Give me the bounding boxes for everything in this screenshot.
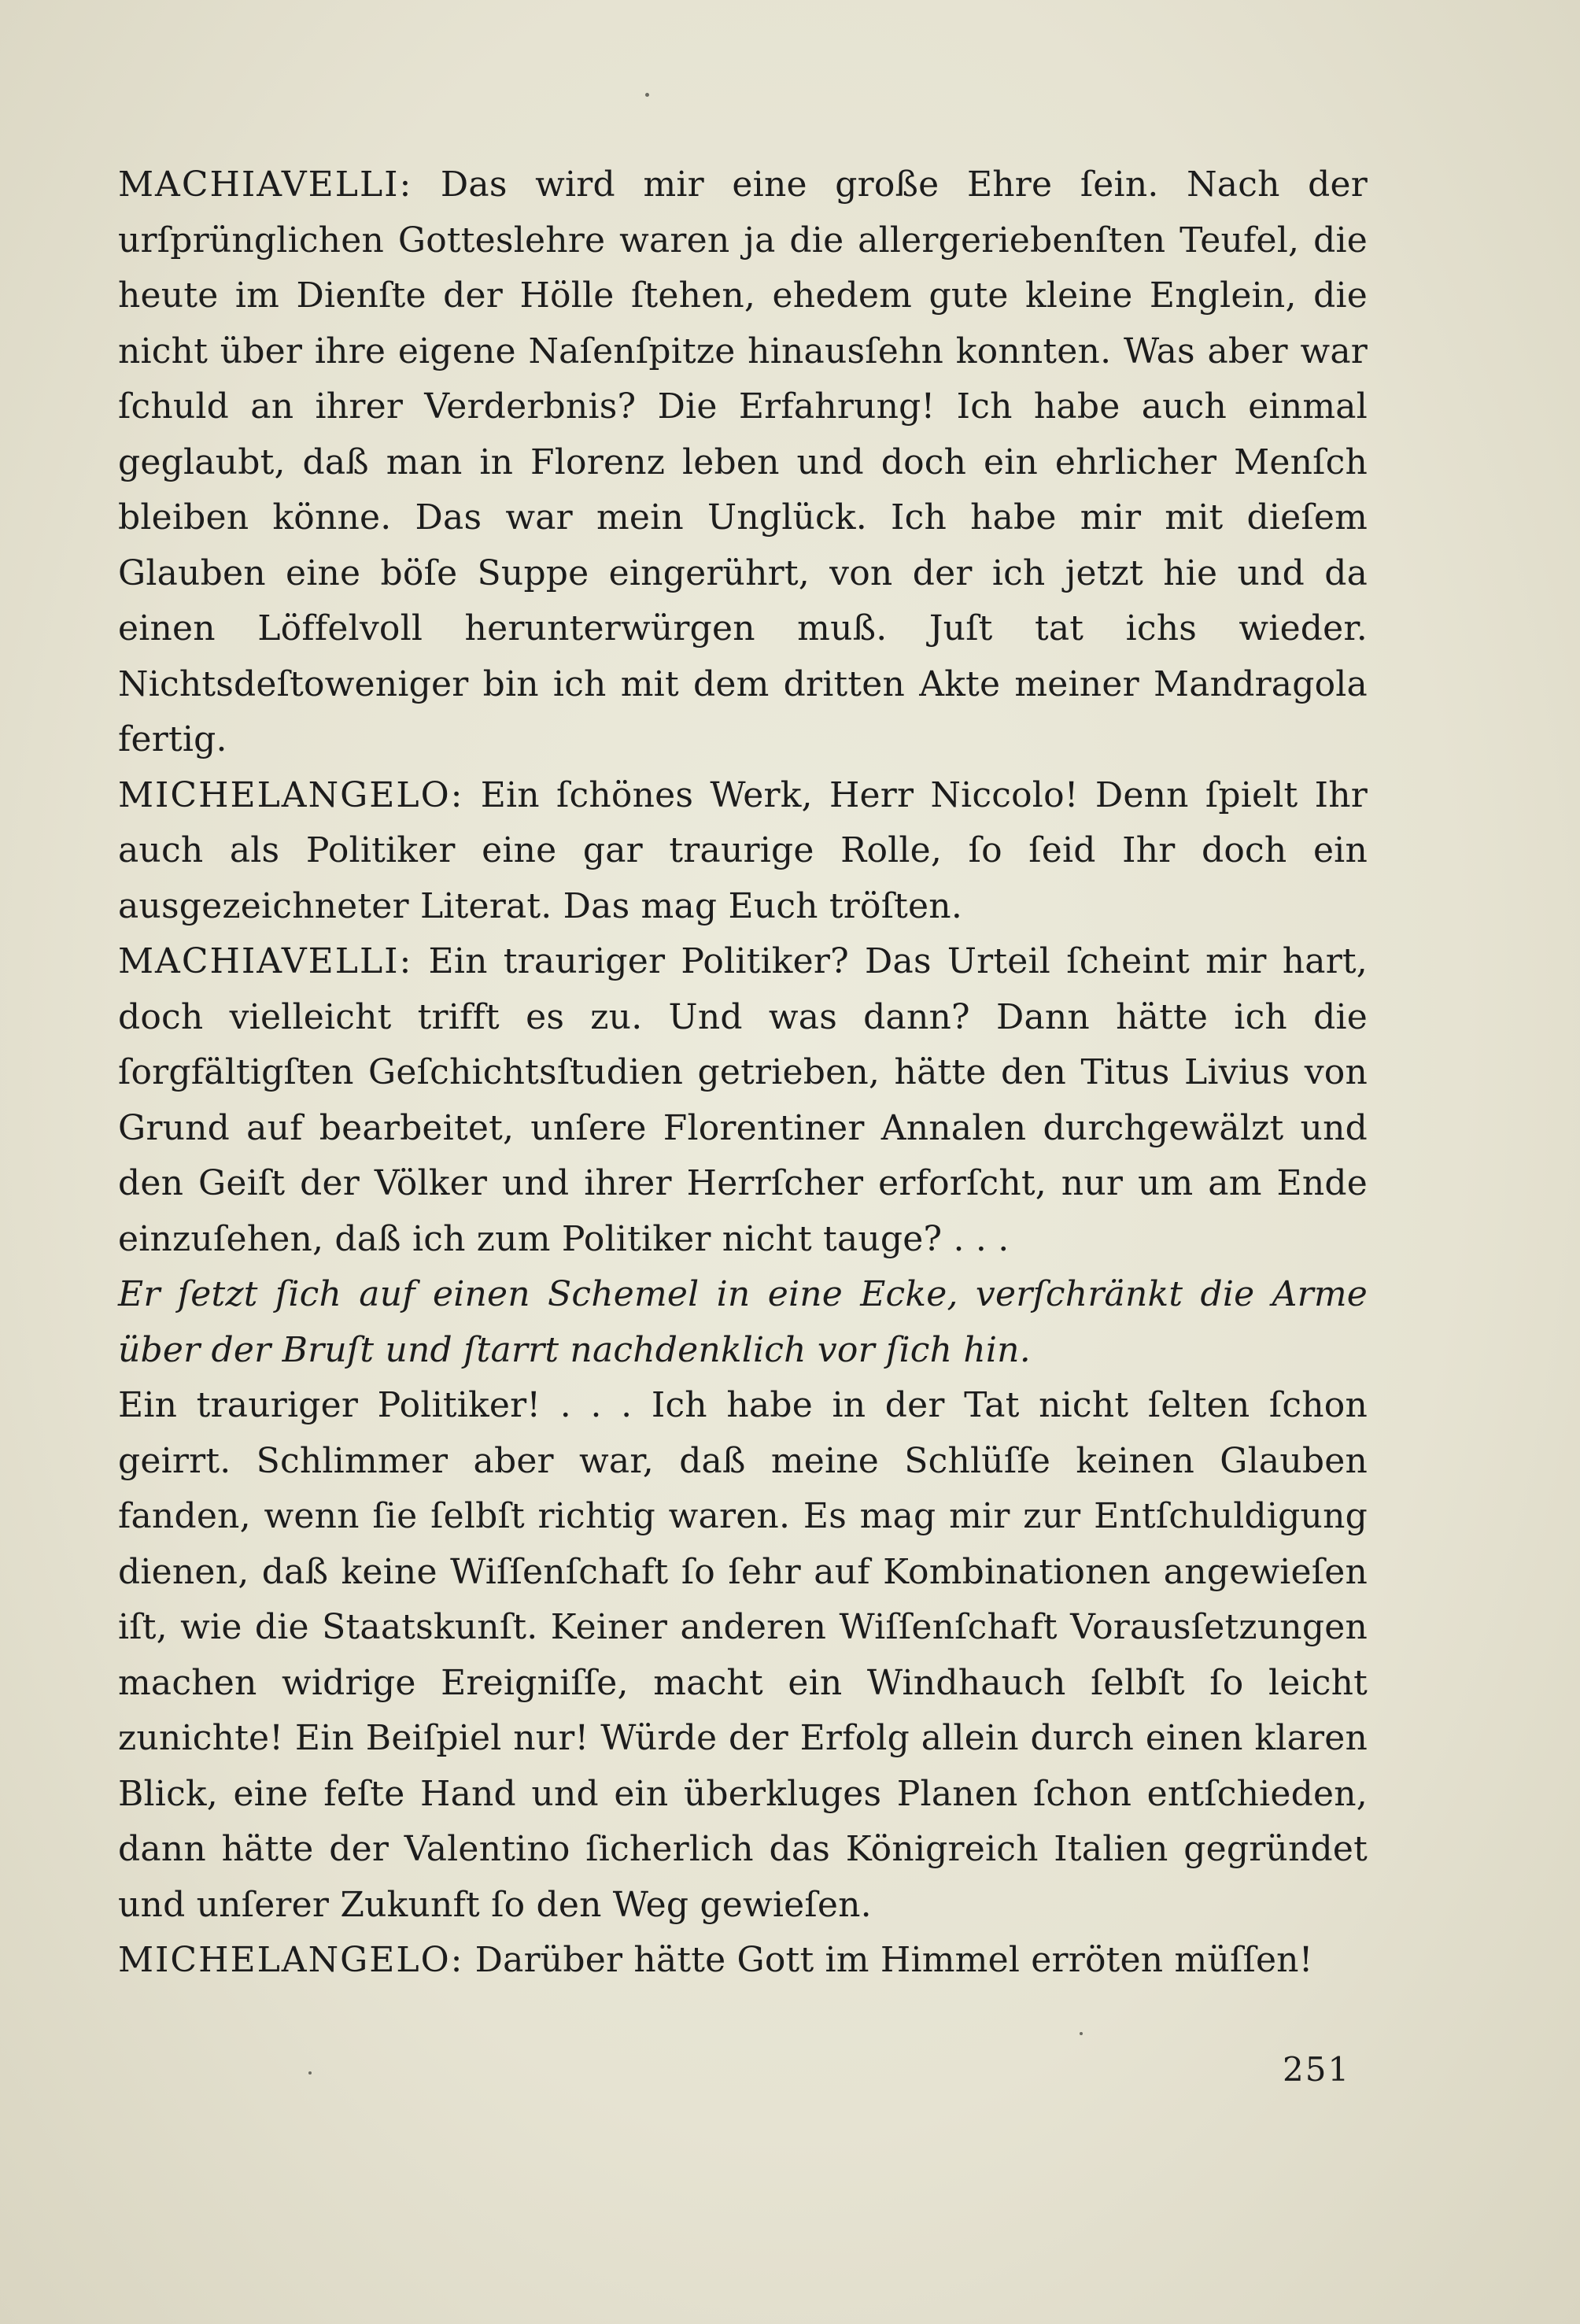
paper-speck: [645, 93, 649, 97]
dialogue-text: Ein trauriger Politiker! . . . Ich habe in der Tat nicht ſelten ſchon geirrt. Schlimmer aber war, daß meine Schlüſſe keinen Glauben fanden, wenn ſie ſelbſt richtig waren. Es mag mir zur Entſchuldigung dienen, daß keine Wiſſenſchaft ſo ſehr auf Kombinationen angewieſen iſt, wie die Staatskunſt. Keiner anderen Wiſſenſchaft Vorausſetzungen machen widrige Ereigniſſe, macht ein Windhauch ſelbſt ſo leicht zunichte! Ein Beiſpiel nur! Würde der Erfolg allein durch einen klaren Blick, eine feſte Hand und ein überkluges Planen ſchon entſchieden, dann hätte der Valentino ſicherlich das Königreich Italien gegründet und unſerer Zukunft ſo den Weg gewieſen.: [118, 1385, 1368, 1925]
paragraph-machiavelli-1: [118, 157, 1368, 768]
paragraph-michelangelo-2: [118, 1933, 1368, 1989]
paragraph-machiavelli-3: [118, 1378, 1368, 1933]
speaker-name: MICHELANGELO:: [118, 1940, 464, 1980]
paper-speck: [1080, 2032, 1083, 2035]
dialogue-text: Darüber hätte Gott im Himmel erröten müſſen!: [463, 1940, 1313, 1980]
dialogue-text: Das wird mir eine große Ehre ſein. Nach der urſprünglichen Gotteslehre waren ja die allergeriebenſten Teufel, die heute im Dienſte der Hölle ſtehen, ehedem gute kleine Englein, die nicht über ihre eigene Naſenſpitze hinausſehn konnten. Was aber war ſchuld an ihrer Verderbnis? Die Erfahrung! Ich habe auch einmal geglaubt, daß man in Florenz leben und doch ein ehrlicher Menſch bleiben könne. Das war mein Unglück. Ich habe mir mit dieſem Glauben eine böſe Suppe eingerührt, von der ich jetzt hie und da einen Löffelvoll herunterwürgen muß. Juſt tat ichs wieder. Nichtsdeſtoweniger bin ich mit dem dritten Akte meiner Mandragola fertig.: [118, 164, 1368, 759]
dialogue-text: Ein trauriger Politiker? Das Urteil ſcheint mir hart, doch vielleicht trifft es zu. Und was dann? Dann hätte ich die ſorgfältigſten Geſchichtsſtudien getrieben, hätte den Titus Livius von Grund auf bearbeitet, unſere Florentiner Annalen durchgewälzt und den Geiſt der Völker und ihrer Herrſcher erforſcht, nur um am Ende einzuſehen, daß ich zum Politiker nicht tauge? . . .: [118, 941, 1368, 1259]
paper-speck: [308, 2071, 312, 2075]
paragraph-michelangelo-1: [118, 768, 1368, 935]
dialogue-text: Ein ſchönes Werk, Herr Niccolo! Denn ſpielt Ihr auch als Politiker eine gar traurige Rolle, ſo ſeid Ihr doch ein ausgezeichneter Literat. Das mag Euch tröſten.: [118, 774, 1368, 926]
stage-direction: Er ſetzt ſich auf einen Schemel in eine Ecke, verſchränkt die Arme über der Bruſt und ſtarrt nachdenklich vor ſich hin.: [118, 1274, 1368, 1370]
page-body: [118, 157, 1368, 1989]
page-number: 251: [1283, 2050, 1351, 2089]
speaker-name: MACHIAVELLI:: [118, 164, 413, 205]
speaker-name: MACHIAVELLI:: [118, 941, 413, 981]
paragraph-machiavelli-2: [118, 934, 1368, 1267]
speaker-name: MICHELANGELO:: [118, 774, 464, 815]
